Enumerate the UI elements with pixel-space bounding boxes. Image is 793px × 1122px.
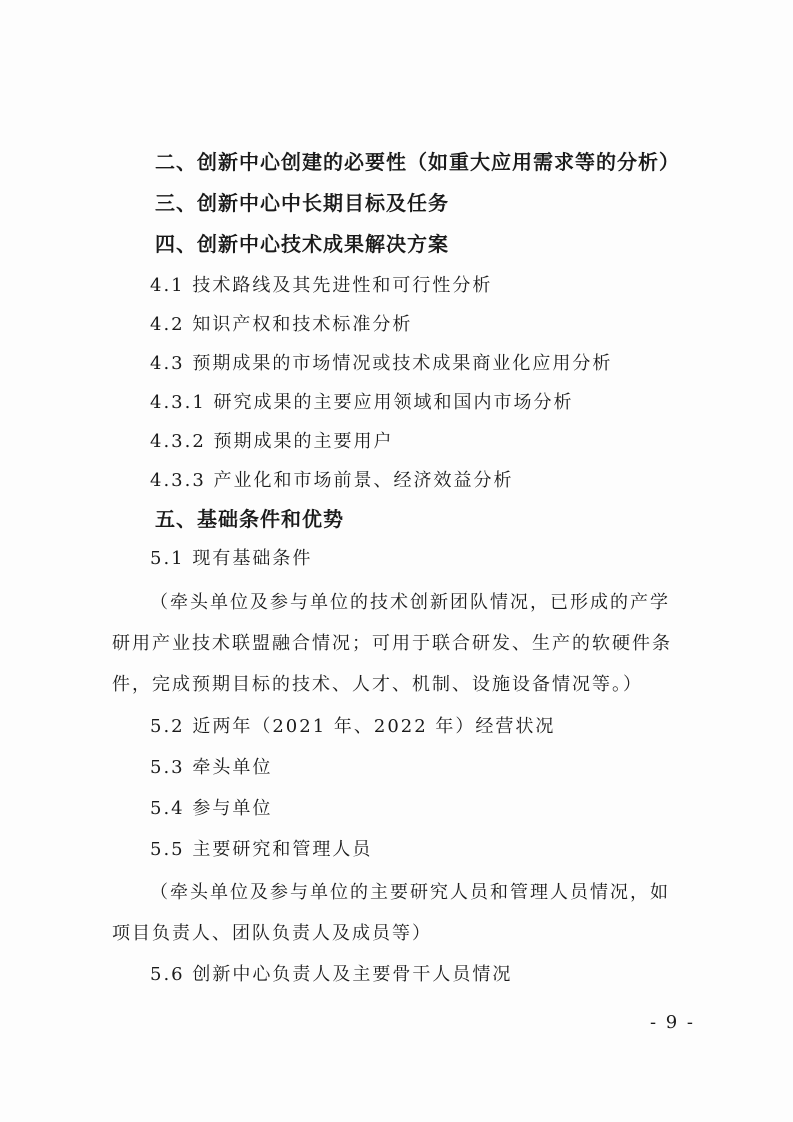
heading-section-2: 二、创新中心创建的必要性（如重大应用需求等的分析） bbox=[155, 150, 680, 174]
item-5-4: 5.4 参与单位 bbox=[150, 798, 273, 819]
item-5-3: 5.3 牵头单位 bbox=[150, 757, 273, 778]
heading-section-3: 三、创新中心中长期目标及任务 bbox=[155, 191, 449, 215]
paragraph-5-5-line-2: 项目负责人、团队负责人及成员等） bbox=[112, 923, 432, 944]
heading-section-5: 五、基础条件和优势 bbox=[155, 507, 344, 531]
item-5-6: 5.6 创新中心负责人及主要骨干人员情况 bbox=[150, 964, 513, 985]
paragraph-5-5-line-1: （牵头单位及参与单位的主要研究人员和管理人员情况，如 bbox=[150, 882, 670, 903]
item-4-2: 4.2 知识产权和技术标准分析 bbox=[150, 314, 413, 335]
item-4-3-1: 4.3.1 研究成果的主要应用领域和国内市场分析 bbox=[150, 392, 574, 413]
item-5-2: 5.2 近两年（2021 年、2022 年）经营状况 bbox=[150, 716, 556, 737]
item-4-3-3: 4.3.3 产业化和市场前景、经济效益分析 bbox=[150, 470, 514, 491]
paragraph-5-1-line-1: （牵头单位及参与单位的技术创新团队情况，已形成的产学 bbox=[150, 592, 670, 613]
item-4-3-2: 4.3.2 预期成果的主要用户 bbox=[150, 431, 394, 452]
item-5-5: 5.5 主要研究和管理人员 bbox=[150, 839, 373, 860]
paragraph-5-1-line-2: 研用产业技术联盟融合情况；可用于联合研发、生产的软硬件条 bbox=[112, 633, 672, 654]
paragraph-5-1-line-3: 件，完成预期目标的技术、人才、机制、设施设备情况等。） bbox=[112, 674, 643, 695]
item-4-3: 4.3 预期成果的市场情况或技术成果商业化应用分析 bbox=[150, 353, 613, 374]
item-4-1: 4.1 技术路线及其先进性和可行性分析 bbox=[150, 275, 493, 296]
heading-section-4: 四、创新中心技术成果解决方案 bbox=[155, 232, 449, 256]
item-5-1: 5.1 现有基础条件 bbox=[150, 548, 313, 569]
page-number: - 9 - bbox=[649, 1012, 695, 1033]
